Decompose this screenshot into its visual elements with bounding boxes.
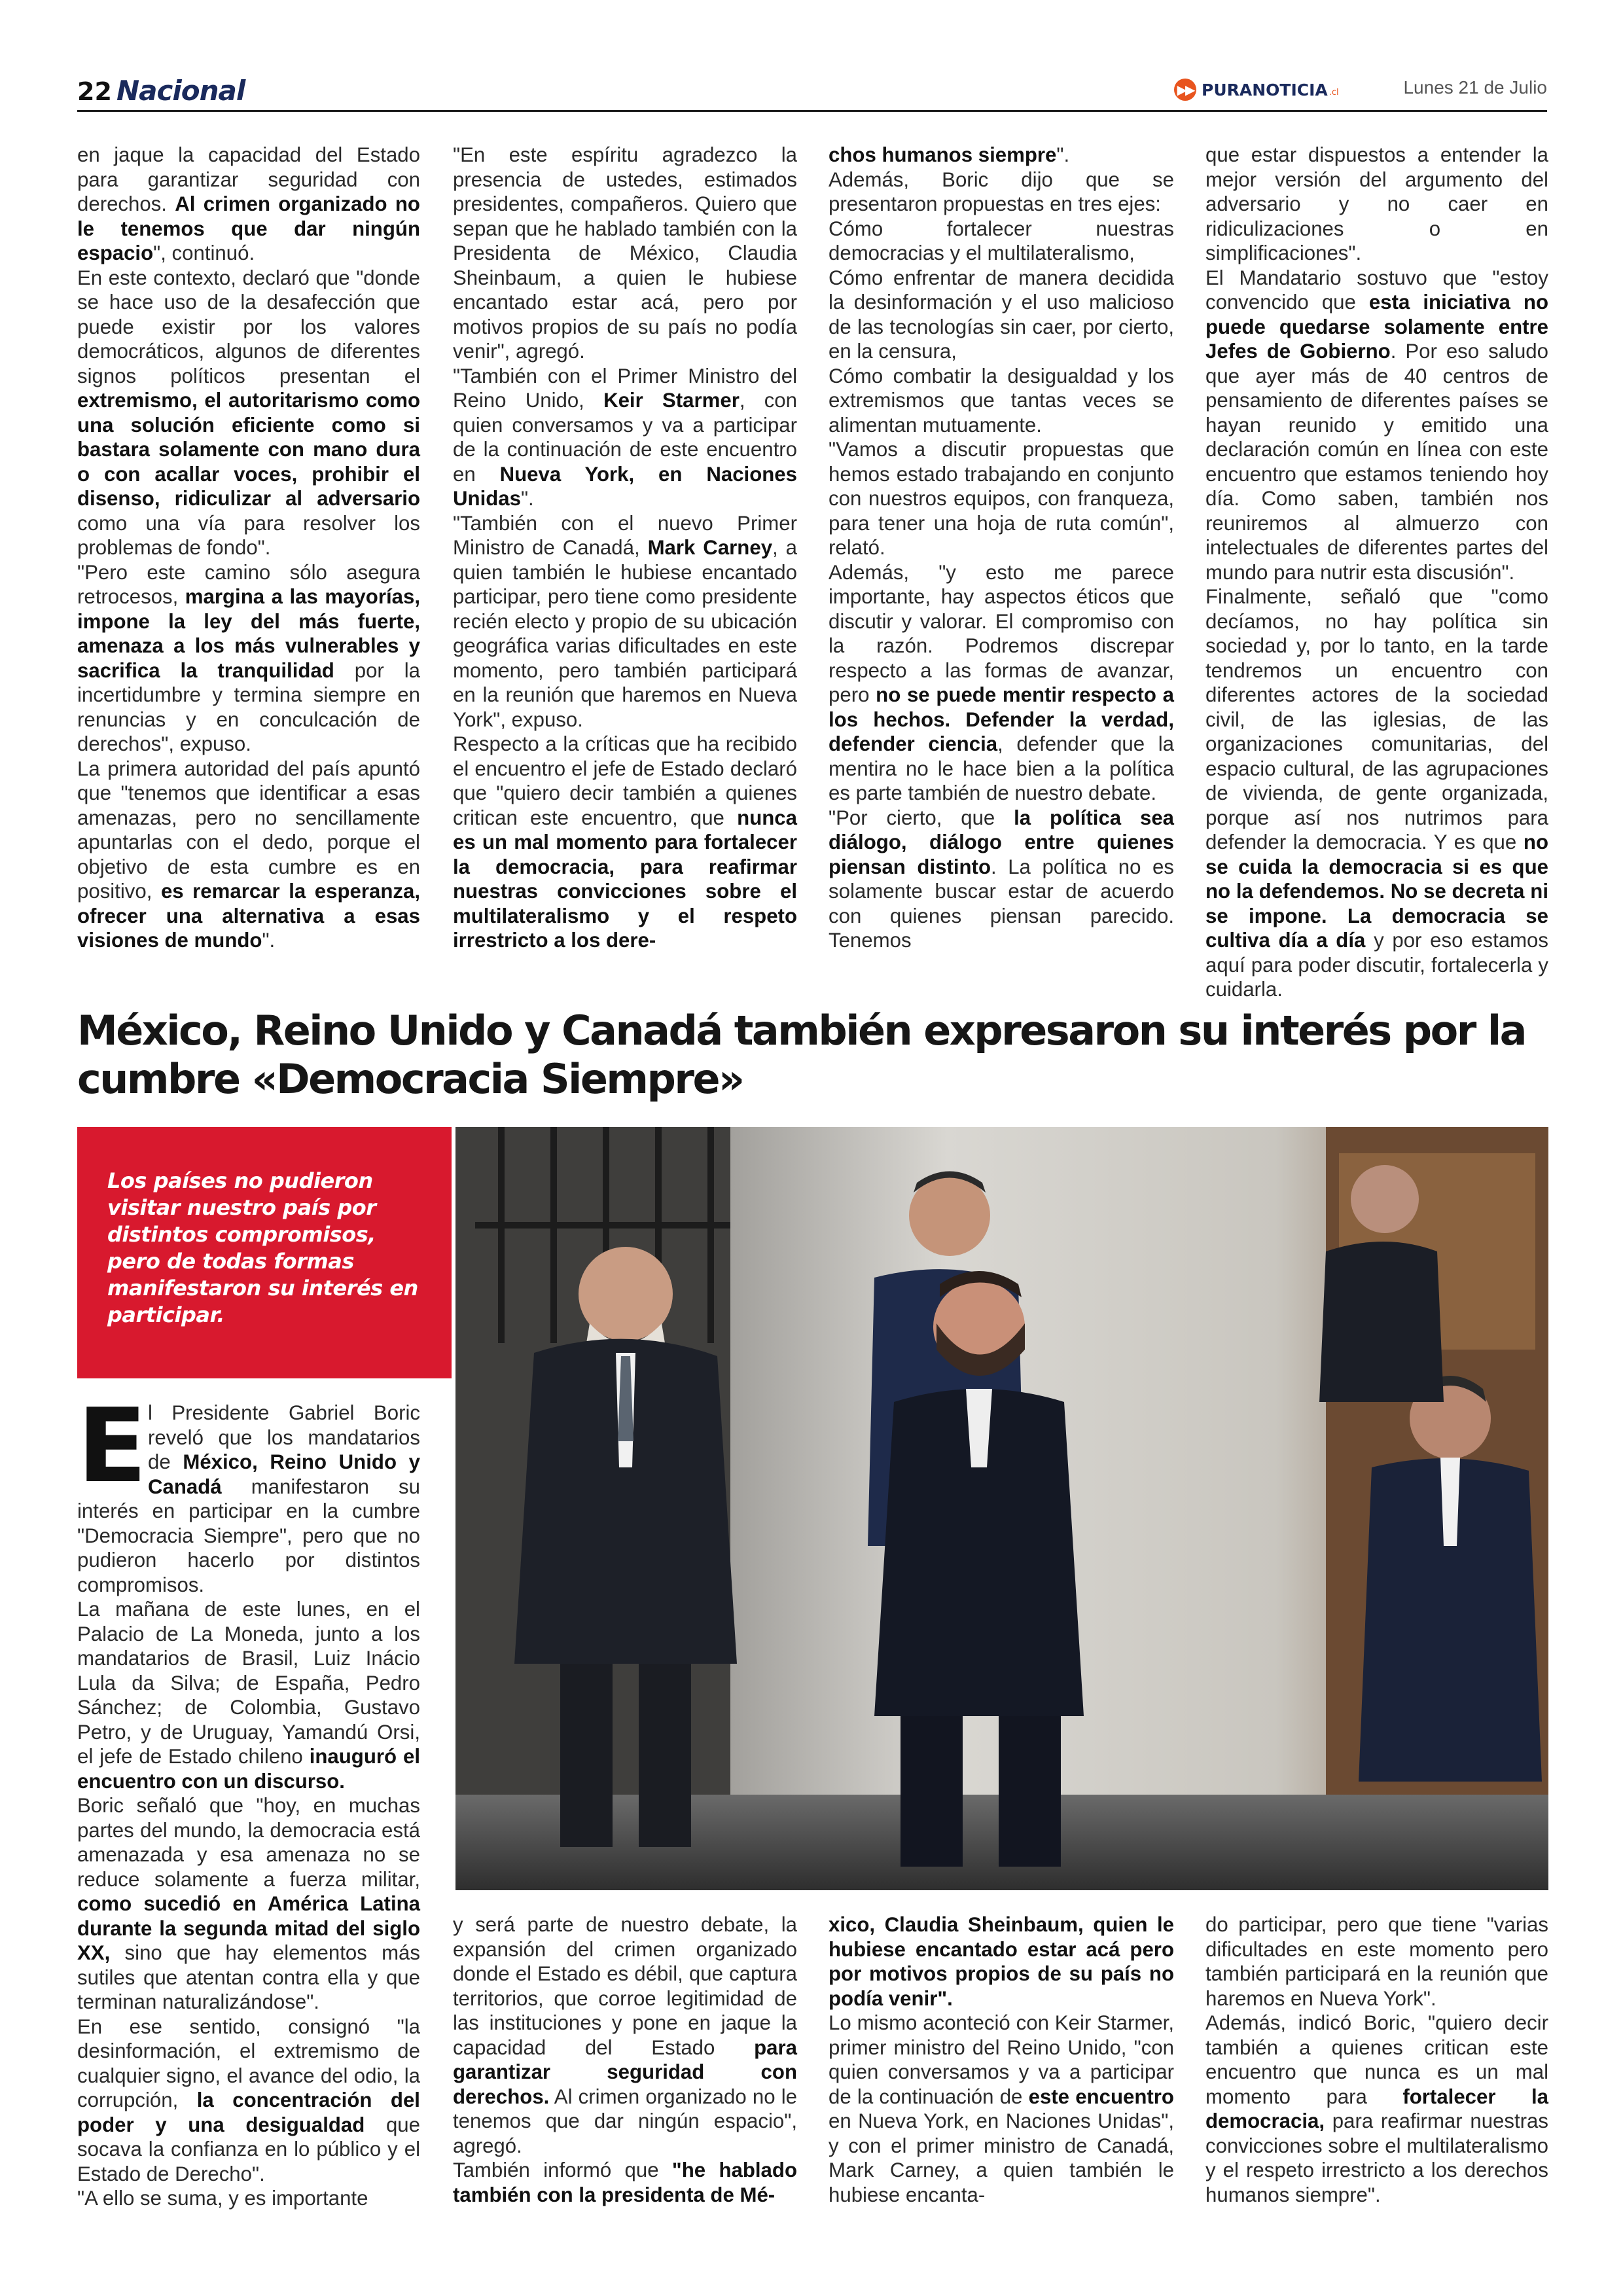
bold-run: la concentración del poder y una desigualdad xyxy=(77,2089,420,2136)
paragraph xyxy=(77,2186,420,2211)
bold-run: como sucedió en América Latina durante la segunda mitad del siglo XX, xyxy=(77,1892,420,1964)
bold-run: inauguró el encuentro con un discurso. xyxy=(77,1745,420,1793)
article-headline: México, Reino Unido y Canadá también expresaron su interés por la cumbre «Democracia Siempre» xyxy=(77,1007,1525,1103)
text-run: y por eso estamos aquí para poder discutir, fortalecerla y cuidarla. xyxy=(1205,929,1548,1001)
bold-run: para garantizar seguridad con derechos. xyxy=(453,2036,797,2108)
paragraph xyxy=(829,1912,1174,2011)
text-run: , a quien también le hubiese encantado participar, pero tiene como presidente recién electo y propio de su ubicación geográfica varias dificultades en este momento, pero también participará en la reunión que haremos en Nueva York", expuso. xyxy=(453,536,797,731)
paragraph xyxy=(829,217,1174,266)
paragraph xyxy=(829,143,1174,168)
bold-run: extremismo, el autoritarismo como una solución eficiente como si bastara solamente con mano dura o con acallar voces, prohibir el disenso, ridiculizar al adversario xyxy=(77,389,420,510)
text-run: "A ello se suma, y es importante xyxy=(77,2187,368,2210)
dropcap-spacer xyxy=(77,1386,148,1505)
paragraph xyxy=(77,1597,420,1793)
text-run: , defender que la mentira no le hace bien a la política es parte también de nuestro debate. xyxy=(829,732,1174,804)
text-run: "Pero este camino sólo asegura retrocesos, xyxy=(77,560,420,608)
text-run: Además, "y esto me parece importante, hay aspectos éticos que discutir y valorar. El compromiso con la razón. Podremos discrepar respecto a las formas de avanzar, pero xyxy=(829,560,1174,706)
paragraph xyxy=(453,1912,797,2158)
text-run: El Mandatario sostuvo que "estoy convencido que xyxy=(1205,266,1548,314)
text-run: Además, Boric dijo que se presentaron propuestas en tres ejes: xyxy=(829,168,1174,215)
paragraph xyxy=(829,2011,1174,2207)
text-run: por la incertidumbre y termina siempre en renuncias y en conculcación de derechos", expuso. xyxy=(77,658,420,755)
lead-text: Los países no pudieron visitar nuestro país por distintos compromisos, pero de todas formas manifestaron su interés en participar. xyxy=(107,1168,418,1327)
top-column-3 xyxy=(829,143,1174,953)
text-run: . La política no es solamente buscar estar de acuerdo con quienes piensan parecido. Tenemos xyxy=(829,855,1174,952)
text-run: Finalmente, señaló que "como decíamos, no hay política sin sociedad y, por lo tanto, en la tarde tendremos un encuentro con diferentes actores de la sociedad civil, de las iglesias, de las organizaciones comunitarias, del espacio cultural, de las agrupaciones de vivienda, de gente organizada, porque así nos nutrimos para defender la democracia. Y es que xyxy=(1205,585,1548,853)
text-run: que estar dispuestos a entender la mejor versión del argumento del adversario y no caer en ridiculizaciones o en simplificaciones". xyxy=(1205,143,1548,264)
bold-run: nunca es un mal momento para fortalecer la democracia, para reafirmar nuestras convicciones sobre el multilateralismo y el respeto irrestricto a los dere- xyxy=(453,806,797,952)
text-run: Respecto a la críticas que ha recibido el encuentro el jefe de Estado declaró que "quiero decir también a quienes critican este encuentro, que xyxy=(453,732,797,829)
puranoticia-logo xyxy=(1174,79,1339,101)
paragraph xyxy=(77,1793,420,2015)
text-run: "Vamos a discutir propuestas que hemos estado trabajando en conjunto con nuestros equipos, con franqueza, para tener una hoja de ruta común", relató. xyxy=(829,438,1174,559)
text-run: . Por eso saludo que ayer más de 40 centros de pensamiento de diferentes países se hayan reunido y emitido una declaración común en línea con este encuentro que estamos teniendo hoy día. Como saben, también nos reuniremos al almuerzo con intelectuales de diferentes partes del mundo para nutrir esta discusión". xyxy=(1205,340,1548,584)
section-title: Nacional xyxy=(116,75,245,107)
paragraph xyxy=(1205,266,1548,585)
paragraph xyxy=(77,143,420,266)
paragraph xyxy=(77,560,420,757)
article-column-3 xyxy=(829,1912,1174,2207)
paragraph xyxy=(1205,143,1548,266)
issue-date: Lunes 21 de Julio xyxy=(1403,77,1547,98)
text-run: que socava la confianza en lo público y el Estado de Derecho". xyxy=(77,2113,420,2185)
paragraph xyxy=(77,266,420,560)
bold-run: no se cuida la democracia si es que no la defendemos. No se decreta ni se impone. La democracia se cultiva día a día xyxy=(1205,831,1548,952)
text-run: Al crimen organizado no le tenemos que dar ningún espacio", agregó. xyxy=(453,2085,797,2157)
bold-run: fortalecer la democracia, xyxy=(1205,2085,1548,2132)
drop-cap: E xyxy=(77,1386,147,1505)
article-column-1 xyxy=(77,1386,420,2211)
paragraph xyxy=(829,560,1174,806)
text-run: ". xyxy=(520,487,534,510)
text-run: ". xyxy=(1056,143,1070,166)
text-run: La primera autoridad del país apuntó que "tenemos que identificar a esas amenazas, pero no sencillamente apuntarlas con el dedo, porque el objetivo de esta cumbre es en positivo, xyxy=(77,757,420,903)
leaders-photo xyxy=(455,1127,1548,1890)
text-run: en Nueva York, en Naciones Unidas", y con el primer ministro de Canadá, Mark Carney, a quien también le hubiese encanta- xyxy=(829,2109,1174,2206)
top-column-1 xyxy=(77,143,420,953)
text-run: Cómo enfrentar de manera decidida la desinformación y el uso malicioso de las tecnologías sin caer, por cierto, en la censura, xyxy=(829,266,1174,363)
play-arrows-icon: ▶▶ xyxy=(1174,79,1196,101)
paragraph xyxy=(1205,584,1548,1002)
text-run: ". xyxy=(262,929,276,952)
bold-run: Al crimen organizado no le tenemos que dar ningún espacio xyxy=(77,192,420,264)
bold-run: este encuentro xyxy=(1028,2085,1174,2108)
text-run: para reafirmar nuestras convicciones sobre el multilateralismo y el respeto irrestricto a los derechos humanos siempre". xyxy=(1205,2109,1548,2206)
bold-run: "he hablado también con la presidenta de Mé- xyxy=(453,2159,797,2206)
paragraph xyxy=(77,2015,420,2187)
paragraph xyxy=(1205,1912,1548,2011)
text-run: como una vía para resolver los problemas de fondo". xyxy=(77,511,420,559)
header-rule xyxy=(77,110,1547,112)
article-column-4 xyxy=(1205,1912,1548,2207)
text-run: l Presidente Gabriel Boric reveló que los mandatarios de xyxy=(148,1401,420,1473)
text-run: Además, indicó Boric, "quiero decir también a quienes critican este encuentro que nunca es un mal momento para xyxy=(1205,2011,1548,2108)
text-run: Cómo fortalecer nuestras democracias y el multilateralismo, xyxy=(829,217,1174,264)
bold-run: margina a las mayorías, impone la ley del más fuerte, amenaza a los más vulnerables y sacrifica la tranquilidad xyxy=(77,585,420,682)
paragraph xyxy=(77,757,420,953)
top-column-2 xyxy=(453,143,797,953)
bold-run: es remarcar la esperanza, ofrecer una alternativa a esas visiones de mundo xyxy=(77,880,420,952)
paragraph xyxy=(453,511,797,732)
text-run: en jaque la capacidad del Estado para garantizar seguridad con derechos. xyxy=(77,143,420,215)
bold-run: Mark Carney xyxy=(647,536,773,559)
paragraph xyxy=(453,364,797,511)
text-run: La mañana de este lunes, en el Palacio de La Moneda, junto a los mandatarios de Brasil, Luiz Inácio Lula da Silva; de España, Pedro Sánchez; de Colombia, Gustavo Petro, y de Uruguay, Yamandú Orsi, el jefe de Estado chileno xyxy=(77,1598,420,1768)
text-run: Boric señaló que "hoy, en muchas partes del mundo, la democracia está amenazada y esa amenaza no se reduce solamente a fuerza militar, xyxy=(77,1794,420,1891)
text-run: ", continuó. xyxy=(153,242,255,264)
bold-run: México, Reino Unido y Canadá xyxy=(148,1450,420,1498)
bold-run: xico, Claudia Sheinbaum, quien le hubiese encantado estar acá pero por motivos propios de su país no podía venir". xyxy=(829,1913,1174,2010)
bold-run: esta iniciativa no puede quedarse solamente entre Jefes de Gobierno xyxy=(1205,291,1548,363)
text-run: "También con el Primer Ministro del Reino Unido, xyxy=(453,364,797,412)
text-run: , con quien conversamos y va a participar de la continuación de este encuentro en xyxy=(453,389,797,486)
paragraph xyxy=(453,732,797,953)
text-run: "En este espíritu agradezco la presencia de ustedes, estimados presidentes, compañeros. Quiero que sepan que he hablado también con la Presidenta de México, Claudia Sheinbaum, a quien le hubiese encantado estar acá, pero por motivos propios de su país no podía venir", agregó. xyxy=(453,143,797,363)
bold-run: la política sea diálogo, diálogo entre quienes piensan distinto xyxy=(829,806,1175,878)
paragraph xyxy=(829,437,1174,560)
paragraph xyxy=(453,2158,797,2207)
paragraph xyxy=(453,143,797,364)
logo-suffix: .cl xyxy=(1329,87,1339,98)
text-run: manifestaron su interés en participar en la cumbre "Democracia Siempre", pero que no pudieron hacerlo por distintos compromisos. xyxy=(77,1475,420,1596)
text-run: Cómo combatir la desigualdad y los extremismos que tantas veces se alimentan mutuamente. xyxy=(829,364,1174,437)
text-run: "Por cierto, que xyxy=(829,806,1014,829)
paragraph xyxy=(829,806,1174,953)
paragraph xyxy=(829,364,1174,438)
paragraph xyxy=(829,266,1174,364)
lead-box xyxy=(77,1127,452,1378)
bold-run: Nueva York, en Naciones Unidas xyxy=(453,462,797,510)
page-number: 22 xyxy=(77,77,112,106)
text-run: sino que hay elementos más sutiles que atentan contra ella y que terminan naturalizándose". xyxy=(77,1941,420,2013)
bold-run: Keir Starmer xyxy=(603,389,740,412)
text-run: do participar, pero que tiene "varias dificultades en este momento pero también participará en la reunión que haremos en Nueva York". xyxy=(1205,1913,1548,2010)
logo-text: PURANOTICIA xyxy=(1202,80,1328,99)
article-column-2 xyxy=(453,1912,797,2207)
bold-run: no se puede mentir respecto a los hechos. Defender la verdad, defender ciencia xyxy=(829,683,1174,755)
text-run: En este contexto, declaró que "donde se hace uso de la desafección que puede existir por los valores democráticos, algunos de diferentes signos políticos presentan el xyxy=(77,266,420,387)
bold-run: chos humanos siempre xyxy=(829,143,1057,166)
text-run: En ese sentido, consignó "la desinformación, el extremismo de cualquier signo, el avance del odio, la corrupción, xyxy=(77,2015,420,2111)
text-run: También informó que xyxy=(453,2159,672,2181)
text-run: "También con el nuevo Primer Ministro de Canadá, xyxy=(453,511,797,559)
paragraph xyxy=(1205,2011,1548,2207)
text-run: y será parte de nuestro debate, la expansión del crimen organizado donde el Estado es débil, que captura territorios, que corroe legitimidad de las instituciones y pone en jaque la capacidad del Estado xyxy=(453,1913,797,2059)
paragraph xyxy=(829,168,1174,217)
text-run: Lo mismo aconteció con Keir Starmer, primer ministro del Reino Unido, "con quien conversamos y va a participar de la continuación de xyxy=(829,2011,1174,2108)
top-column-4 xyxy=(1205,143,1548,1002)
